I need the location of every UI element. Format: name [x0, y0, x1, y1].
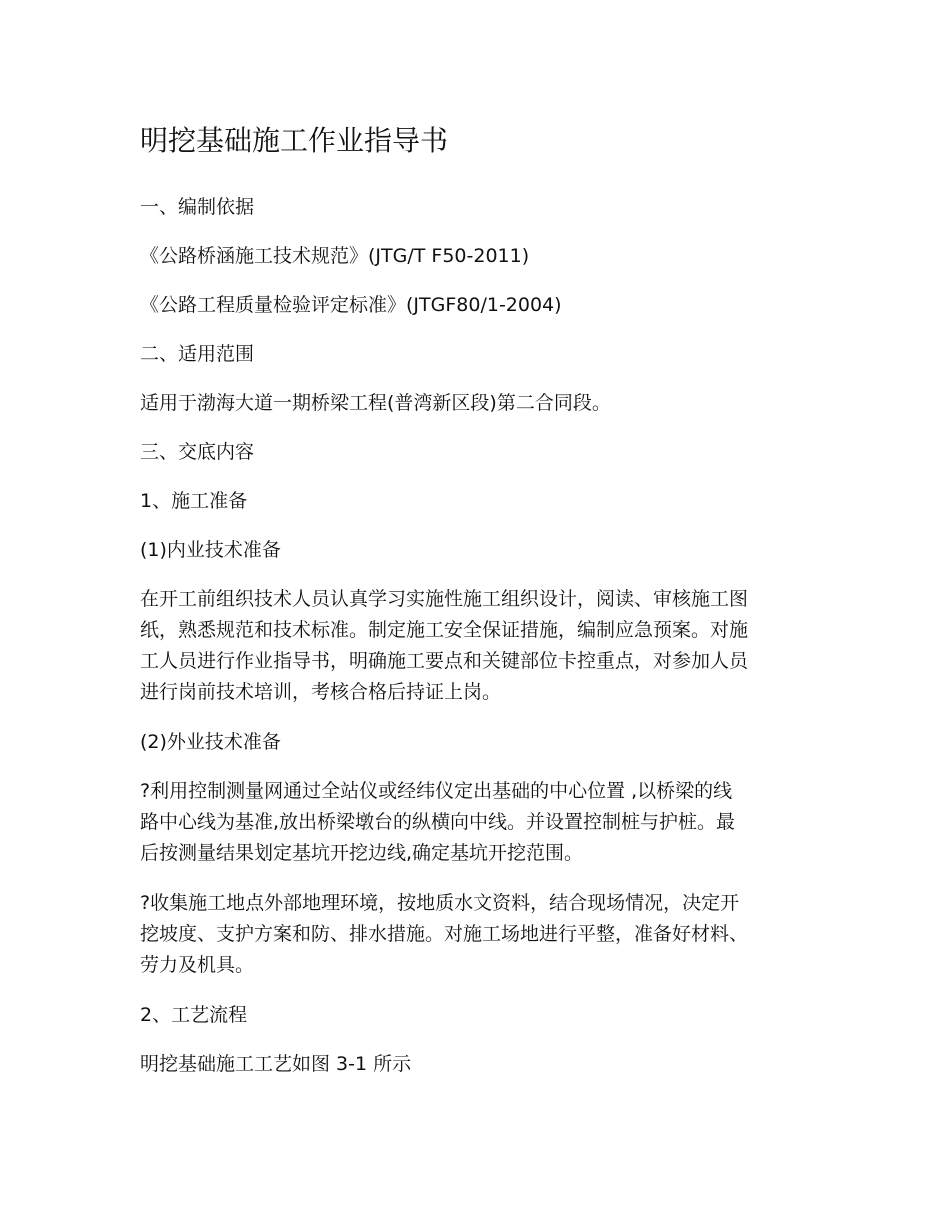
subsection-heading-process-flow: 2、工艺流程 — [140, 1004, 248, 1026]
paragraph-line: 在开工前组织技术人员认真学习实施性施工组织设计，阅读、审核施工图 — [140, 588, 749, 610]
paragraph-line: 劳力及机具。 — [140, 954, 255, 976]
reference-spec-1: 《公路桥涵施工技术规范》(JTG/T F50-2011) — [140, 245, 530, 267]
paragraph-line: 纸，熟悉规范和技术标准。制定施工安全保证措施，编制应急预案。对施 — [140, 619, 749, 641]
internal-prep-paragraph — [140, 584, 810, 708]
reference-spec-2: 《公路工程质量检验评定标准》(JTGF80/1-2004) — [140, 294, 562, 316]
document-body — [140, 120, 810, 1098]
subsection-heading-preparation: 1、施工准备 — [140, 490, 248, 512]
paragraph-line: 进行岗前技术培训，考核合格后持证上岗。 — [140, 681, 502, 703]
field-prep-paragraph-1 — [140, 776, 810, 869]
paragraph-line: 工人员进行作业指导书，明确施工要点和关键部位卡控重点，对参加人员 — [140, 650, 749, 672]
process-flow-text: 明挖基础施工工艺如图 3-1 所示 — [140, 1053, 412, 1075]
subsection-heading-field-prep: (2)外业技术准备 — [140, 731, 281, 753]
paragraph-line: ?收集施工地点外部地理环境，按地质水文资料，结合现场情况，决定开 — [140, 892, 740, 914]
subsection-heading-internal-prep: (1)内业技术准备 — [140, 539, 281, 561]
field-prep-paragraph-2 — [140, 888, 810, 981]
paragraph-line: 后按测量结果划定基坑开挖边线,确定基坑开挖范围。 — [140, 842, 584, 864]
document-title: 明挖基础施工作业指导书 — [140, 124, 449, 157]
paragraph-line: ?利用控制测量网通过全站仪或经纬仪定出基础的中心位置 ,以桥梁的线 — [140, 780, 733, 802]
paragraph-line: 挖坡度、支护方案和防、排水措施。对施工场地进行平整，准备好材料、 — [140, 923, 749, 945]
paragraph-line: 路中心线为基准,放出桥梁墩台的纵横向中线。并设置控制桩与护桩。最 — [140, 811, 736, 833]
section-heading-content: 三、交底内容 — [140, 441, 255, 463]
scope-text: 适用于渤海大道一期桥梁工程(普湾新区段)第二合同段。 — [140, 392, 611, 414]
section-heading-basis: 一、编制依据 — [140, 196, 255, 218]
section-heading-scope: 二、适用范围 — [140, 343, 255, 365]
